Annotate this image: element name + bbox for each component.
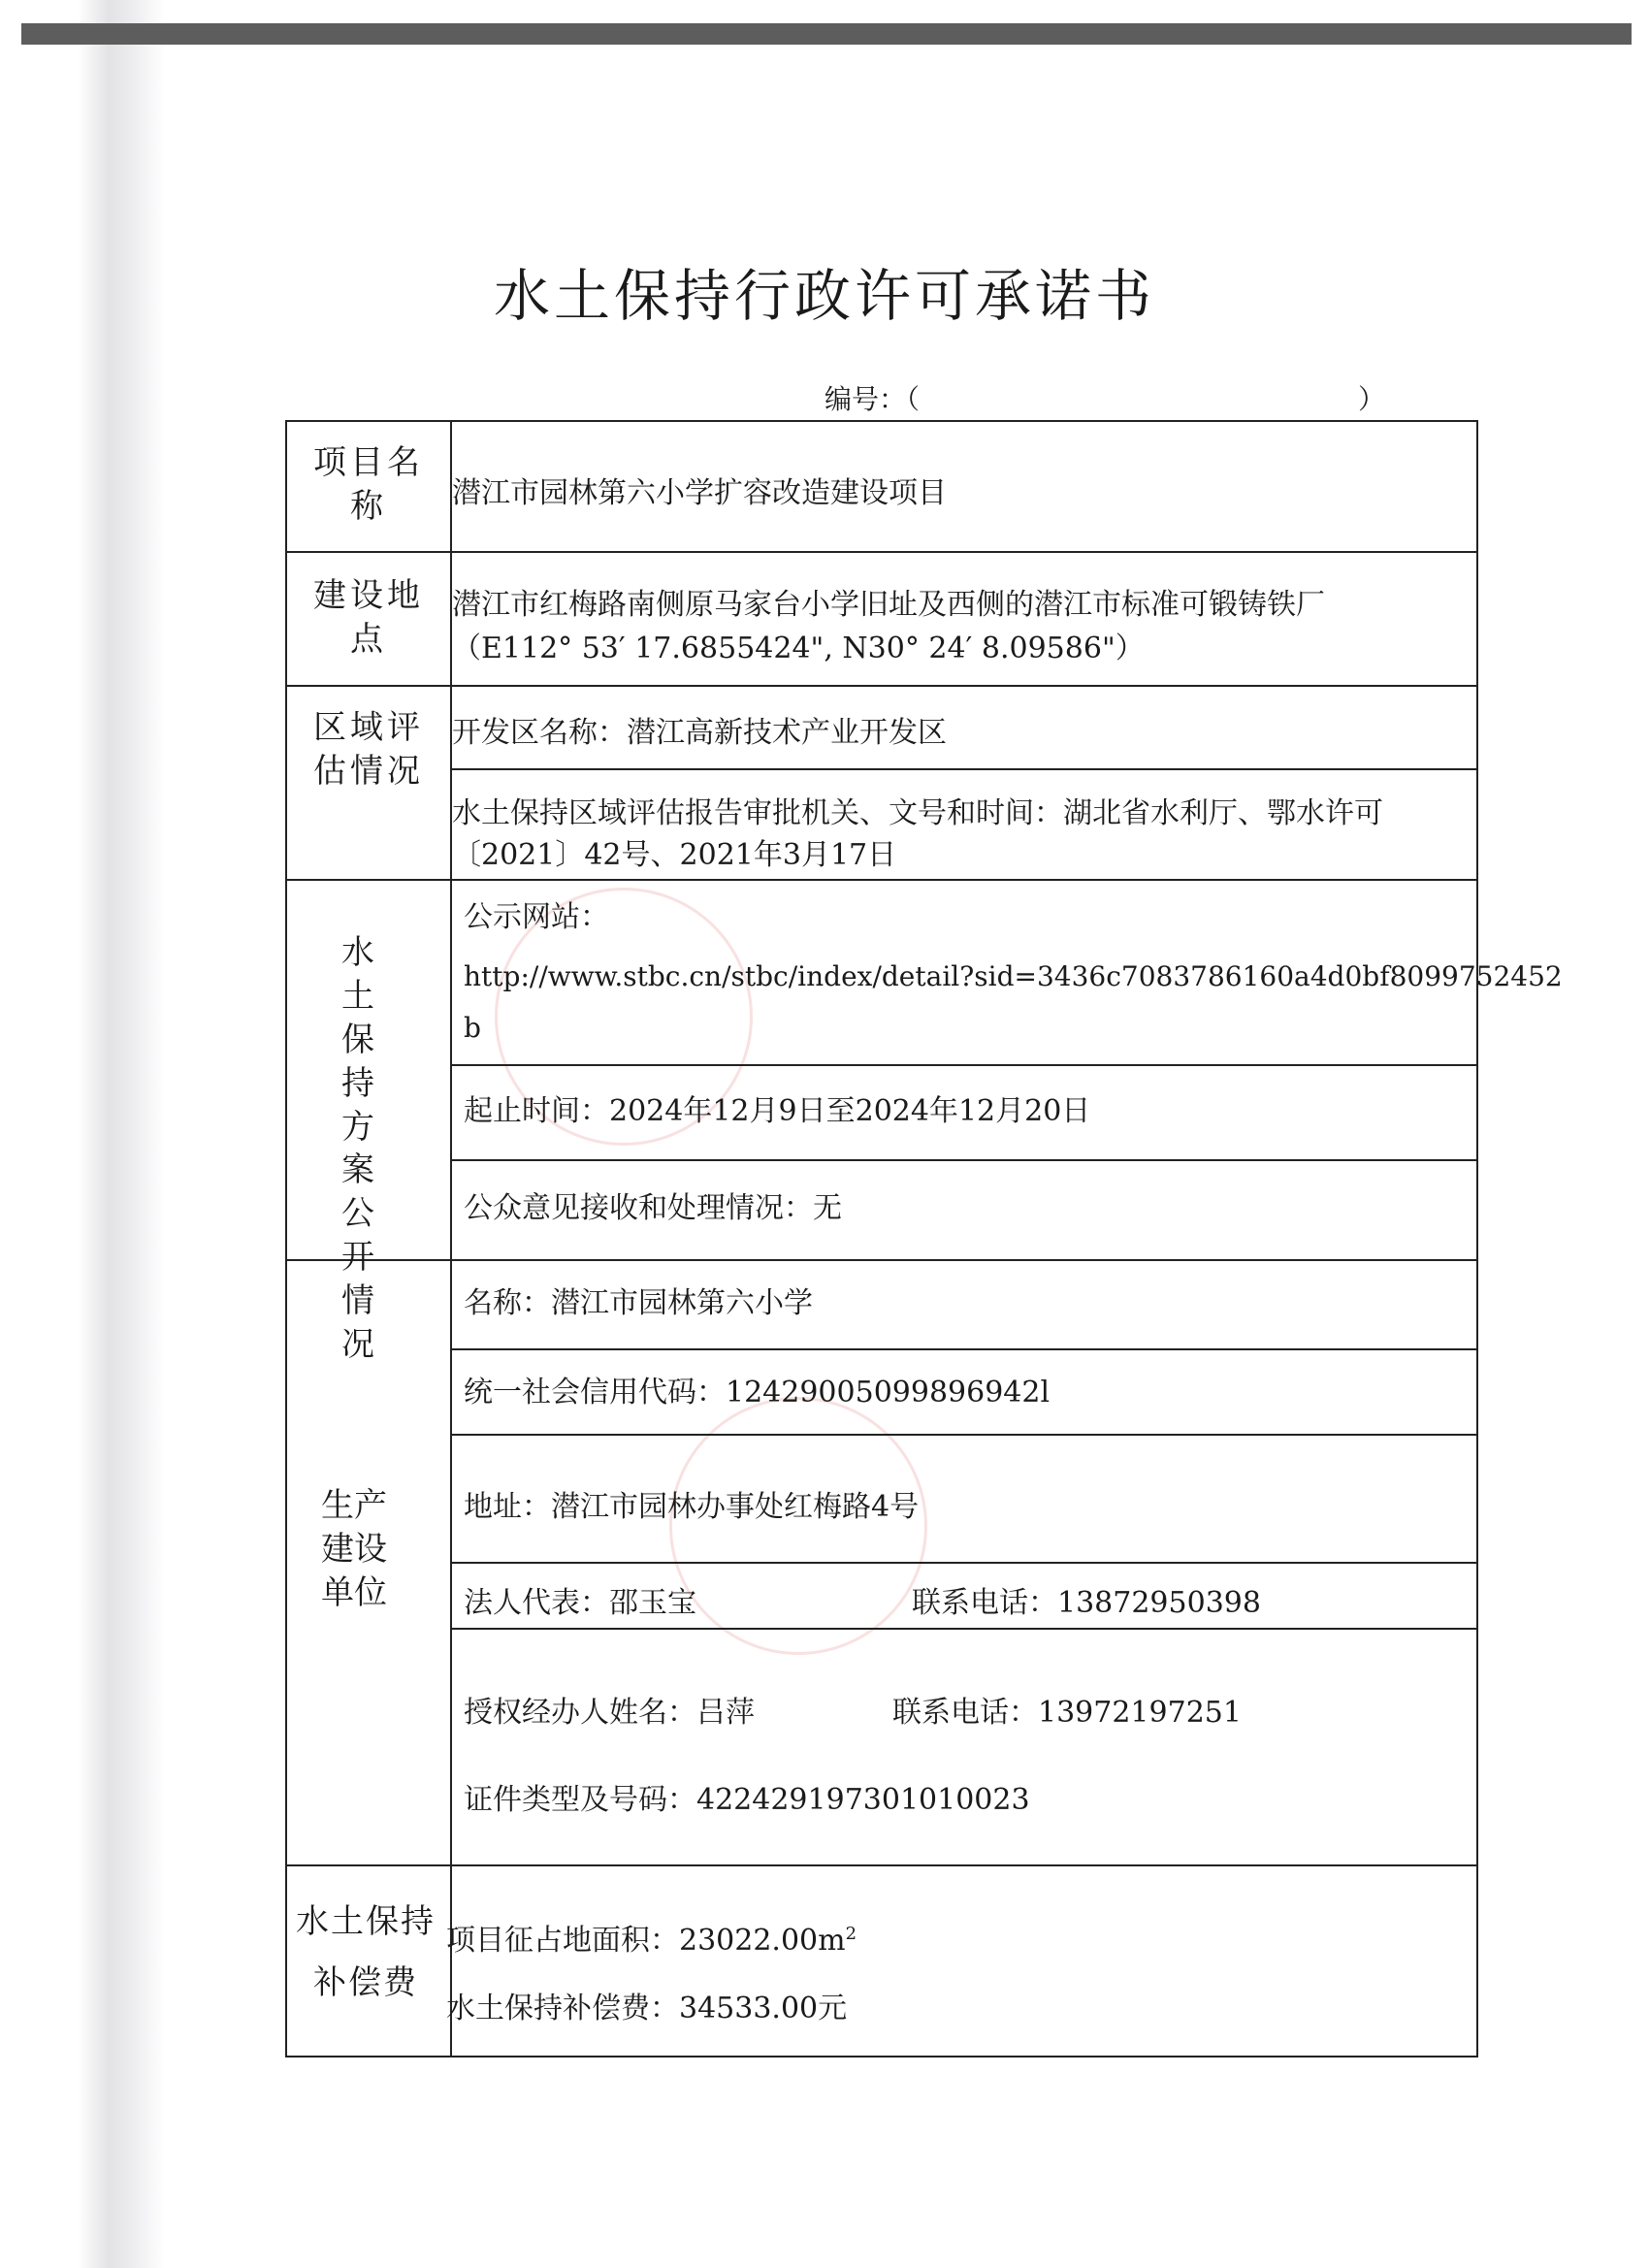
compensation-label: 水土保持 补偿费: [296, 1902, 436, 2002]
location-line1: 潜江市红梅路南侧原马家台小学旧址及西侧的潜江市标准可锻铸铁厂: [452, 588, 1325, 622]
legal-representative-phone: 联系电话：13872950398: [912, 1586, 1261, 1620]
project-land-area: 项目征占地面积：$23022.00m^2$: [446, 1924, 857, 1958]
serial-number-close: ）: [1358, 383, 1386, 415]
builder-label: 生产建设单位: [321, 1486, 387, 1612]
project-name-label: 项目名称: [313, 443, 424, 526]
project-name-value: 潜江市园林第六小学扩容改造建设项目: [452, 476, 947, 510]
inner-row-divider: [450, 768, 1478, 770]
plan-disclosure-label: 水土保持方案公开情况: [341, 933, 374, 1364]
inner-row-divider: [450, 1159, 1478, 1161]
disclosure-website-label: 公示网站：: [464, 900, 609, 934]
disclosure-period: 起止时间：2024年12月9日至2024年12月20日: [464, 1094, 1091, 1128]
agent-id-number: 证件类型及号码：422429197301010023: [464, 1783, 1030, 1817]
assessment-approval-line2: 〔2021〕42号、2021年3月17日: [452, 838, 897, 872]
scan-shadow: [0, 0, 165, 2268]
row-divider: [285, 551, 1478, 553]
public-opinion-status: 公众意见接收和处理情况：无: [464, 1191, 842, 1225]
inner-row-divider: [450, 1628, 1478, 1630]
regional-assessment-label: 区域评估情况: [313, 708, 424, 791]
builder-credit-code: 统一社会信用代码：12429005099896942l: [464, 1376, 1051, 1409]
location-line2: （E112° 53′ 17.6855424", N30° 24′ 8.09586"）: [452, 632, 1145, 665]
authorized-agent: 授权经办人姓名：吕萍: [464, 1696, 755, 1730]
authorized-agent-phone: 联系电话：13972197251: [892, 1696, 1242, 1730]
assessment-approval-line1: 水土保持区域评估报告审批机关、文号和时间：湖北省水利厅、鄂水许可: [452, 796, 1383, 830]
row-divider: [285, 685, 1478, 687]
development-zone-name: 开发区名称：潜江高新技术产业开发区: [452, 716, 947, 750]
document-title: 水土保持行政许可承诺书: [493, 263, 1155, 329]
serial-number-label: 编号：（: [824, 383, 921, 415]
disclosure-url-line1: http://www.stbc.cn/stbc/index/detail?sid=3436c7083786160a4d0bf8099752452: [464, 960, 1563, 992]
disclosure-url-line2: b: [464, 1012, 481, 1044]
scan-edge: [21, 23, 1632, 45]
row-divider: [285, 1864, 1478, 1866]
location-label: 建设地点: [313, 576, 424, 659]
row-divider: [285, 1259, 1478, 1261]
inner-row-divider: [450, 1064, 1478, 1066]
inner-row-divider: [450, 1562, 1478, 1564]
legal-representative: 法人代表：邵玉宝: [464, 1586, 696, 1620]
inner-row-divider: [450, 1434, 1478, 1436]
builder-name: 名称：潜江市园林第六小学: [464, 1286, 813, 1320]
row-divider: [285, 879, 1478, 881]
serial-number: [824, 378, 1386, 417]
compensation-fee: 水土保持补偿费：34533.00元: [446, 1992, 848, 2025]
builder-address: 地址：潜江市园林办事处红梅路4号: [464, 1490, 920, 1524]
inner-row-divider: [450, 1348, 1478, 1350]
